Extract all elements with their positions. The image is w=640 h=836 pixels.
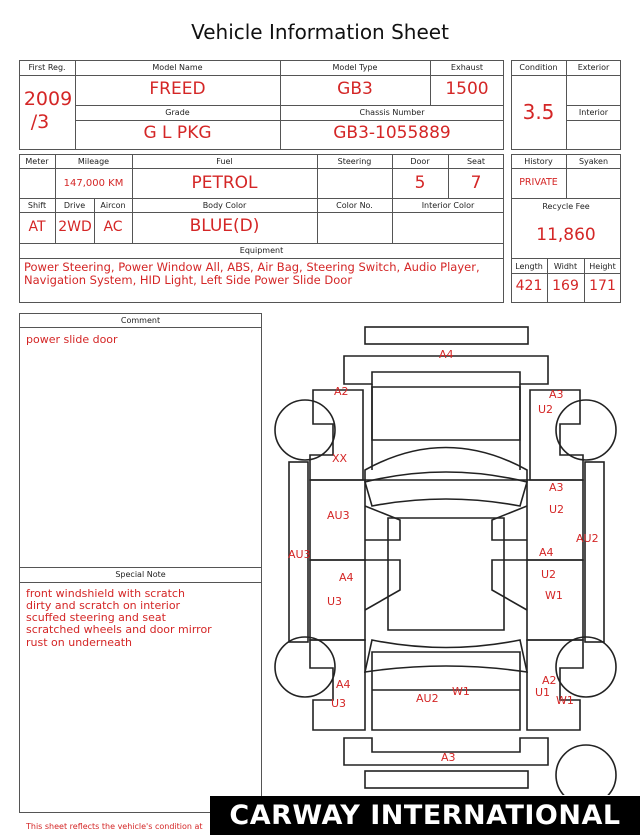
damage-code: XX <box>332 452 348 465</box>
damage-code: A3 <box>549 481 564 494</box>
damage-code: AU3 <box>327 509 350 522</box>
model-name-value: FREED <box>149 79 206 99</box>
height-label: Height <box>589 262 616 271</box>
exhaust-value: 1500 <box>445 79 489 99</box>
height-value: 171 <box>589 278 616 294</box>
mileage-value: 147,000 KM <box>63 178 124 189</box>
interior-color-label: Interior Color <box>421 201 475 210</box>
damage-code: A3 <box>441 751 456 764</box>
recycle-fee-value: 11,860 <box>536 225 596 245</box>
damage-code: A4 <box>539 546 554 559</box>
first-reg-month: /3 <box>30 111 50 133</box>
fuel-label: Fuel <box>216 157 233 166</box>
equipment-value: Power Steering, Power Window All, ABS, Air Bag, Steering Switch, Audio Player, Navigation System, HID Light, Left Side Power Slide Door <box>24 260 480 287</box>
shift-label: Shift <box>27 201 47 210</box>
exterior-label: Exterior <box>577 63 610 72</box>
damage-code: U1 <box>535 686 551 699</box>
damage-code: U2 <box>541 568 557 581</box>
length-label: Length <box>515 262 543 271</box>
damage-code: A2 <box>542 674 557 687</box>
body-color-value: BLUE(D) <box>189 216 260 236</box>
length-value: 421 <box>515 278 543 294</box>
aircon-value: AC <box>103 219 123 235</box>
special-note-line: rust on underneath <box>26 636 133 649</box>
history-value: PRIVATE <box>519 177 558 188</box>
damage-code: U3 <box>331 697 347 710</box>
comment-box <box>19 313 262 813</box>
page-title: Vehicle Information Sheet <box>191 20 449 44</box>
recycle-fee-label: Recycle Fee <box>542 202 590 211</box>
exhaust-label: Exhaust <box>450 63 484 72</box>
damage-code: AU2 <box>576 532 599 545</box>
special-note-label: Special Note <box>115 570 166 579</box>
model-name-label: Model Name <box>152 63 203 72</box>
syaken-label: Syaken <box>578 157 609 166</box>
condition-label: Condition <box>519 63 558 72</box>
width-value: 169 <box>552 278 579 294</box>
width-label: Widht <box>553 262 578 271</box>
steering-label: Steering <box>337 157 372 166</box>
seat-value: 7 <box>470 173 482 193</box>
damage-code: A4 <box>439 348 454 361</box>
history-label: History <box>524 157 553 166</box>
body-color-label: Body Color <box>202 201 247 210</box>
condition-grade: 3.5 <box>522 100 555 124</box>
chassis-number-value: GB3-1055889 <box>333 123 451 143</box>
damage-code: AU3 <box>288 548 311 561</box>
model-type-value: GB3 <box>337 79 373 99</box>
special-note-line: front windshield with scratch <box>26 587 185 600</box>
damage-code: U2 <box>538 403 554 416</box>
damage-code: A4 <box>339 571 354 584</box>
footnote: This sheet reflects the vehicle's condition at <box>26 822 203 831</box>
comment-label: Comment <box>120 316 161 325</box>
door-value: 5 <box>414 173 426 193</box>
shift-value: AT <box>28 219 46 235</box>
damage-code: U3 <box>327 595 343 608</box>
drive-value: 2WD <box>58 219 92 235</box>
damage-code: A4 <box>336 678 351 691</box>
comment-text: power slide door <box>26 333 118 346</box>
special-note-line: dirty and scratch on interior <box>26 599 181 612</box>
fuel-value: PETROL <box>191 173 258 193</box>
grade-value: G L PKG <box>143 123 212 143</box>
chassis-number-label: Chassis Number <box>359 108 425 117</box>
seat-label: Seat <box>466 157 486 166</box>
damage-code: A3 <box>549 388 564 401</box>
first-reg-label: First Reg. <box>28 63 66 72</box>
grade-label: Grade <box>165 108 190 117</box>
aircon-label: Aircon <box>100 201 126 210</box>
model-type-label: Model Type <box>332 63 378 72</box>
color-no-label: Color No. <box>336 201 373 210</box>
damage-code: AU2 <box>416 692 439 705</box>
first-reg-year: 2009 <box>23 88 73 110</box>
equipment-label: Equipment <box>239 246 284 255</box>
damage-code: W1 <box>545 589 563 602</box>
damage-code: A2 <box>334 385 349 398</box>
interior-label: Interior <box>578 108 609 117</box>
brand-banner: CARWAY INTERNATIONAL <box>210 796 640 835</box>
mileage-label: Mileage <box>77 157 110 166</box>
damage-code: W1 <box>452 685 470 698</box>
drive-label: Drive <box>63 201 86 210</box>
meter-label: Meter <box>25 157 49 166</box>
damage-code: W1 <box>556 694 574 707</box>
special-note-line: scratched wheels and door mirror <box>26 623 212 636</box>
door-label: Door <box>410 157 430 166</box>
car-damage-diagram <box>270 320 640 795</box>
special-note-line: scuffed steering and seat <box>26 611 166 624</box>
damage-code: U2 <box>549 503 565 516</box>
